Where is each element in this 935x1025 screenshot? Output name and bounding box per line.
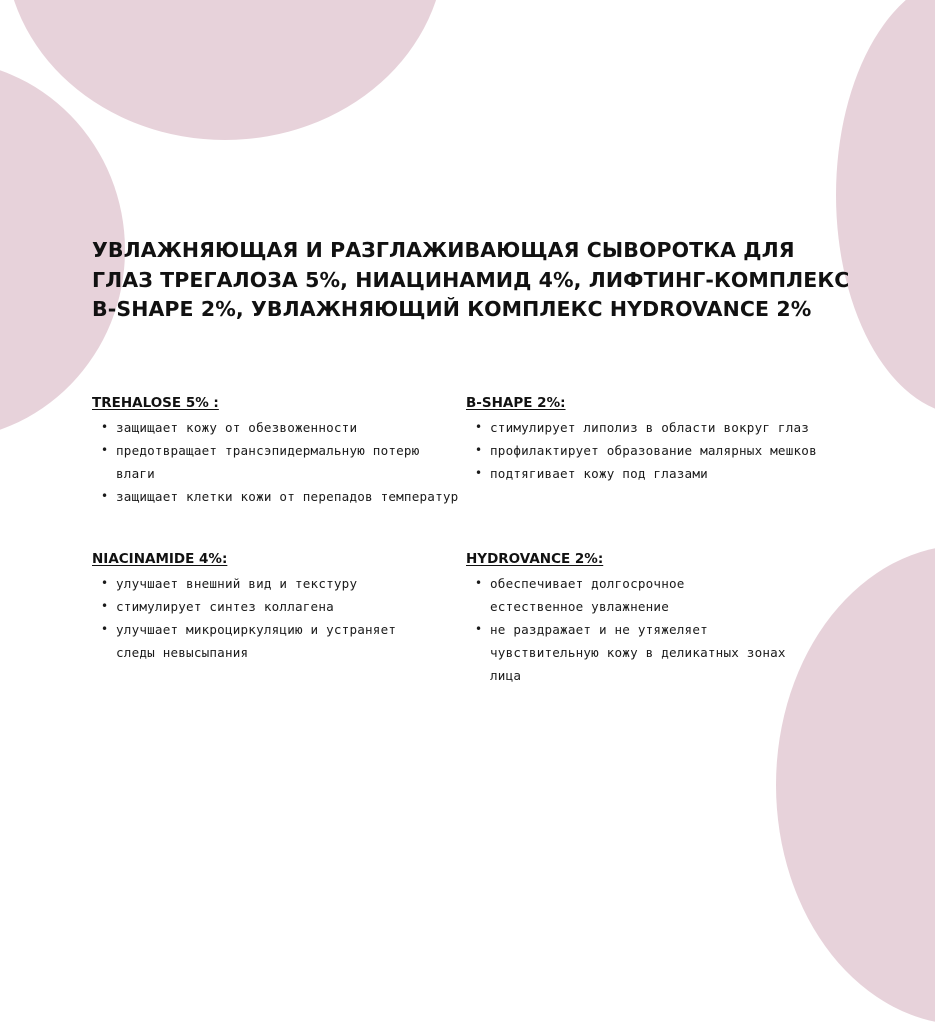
list-item-text: предотвращает трансэпидермальную потерю влаги [116,443,420,481]
section-heading-bshape: B-SHAPE 2%: [466,395,566,411]
list-item [92,618,426,664]
section-heading-trehalose: TREHALOSE 5% : [92,395,219,411]
list-item-text: улучшает микроциркуляцию и устраняет следы невысыпания [116,622,397,660]
list-item [92,416,456,439]
list-item [466,416,810,439]
list-item-text: стимулирует синтез коллагена [116,599,334,614]
section-hydrovance [466,550,806,687]
list-item-text: обеспечивает долгосрочное естественное увлажнение [490,576,685,614]
list-item [92,595,461,618]
bullet-icon: • [101,443,109,457]
bullet-icon: • [475,466,483,480]
list-item-text: подтягивает кожу под глазами [490,466,708,481]
section-bshape [466,394,836,485]
list-item [92,572,461,595]
section-niacinamide [92,550,442,664]
list-item [466,618,815,687]
list-item [466,462,855,485]
bullet-icon: • [475,576,483,590]
list-item-text: не раздражает и не утяжеляет чувствительную кожу в деликатных зонах лица [490,622,786,683]
benefit-list-hydrovance [466,572,806,687]
section-trehalose [92,394,459,508]
bullet-icon: • [101,599,109,613]
section-heading-hydrovance: HYDROVANCE 2%: [466,551,604,567]
list-item-text: профилактирует образование малярных мешков [490,443,817,458]
decorative-blob-right [836,0,935,415]
benefit-list-trehalose [92,416,459,508]
bullet-icon: • [475,420,483,434]
bullet-icon: • [101,420,109,434]
bullet-icon: • [101,489,109,503]
list-item [466,572,760,618]
bullet-icon: • [101,622,109,636]
bullet-icon: • [475,443,483,457]
list-item [92,439,436,485]
benefit-list-niacinamide [92,572,442,664]
page-title: УВЛАЖНЯЮЩАЯ И РАЗГЛАЖИВАЮЩАЯ СЫВОРОТКА ДЛЯ ГЛАЗ ТРЕГАЛОЗА 5%, НИАЦИНАМИД 4%, ЛИФТИНГ-КОМПЛЕКС B-SHAPE 2%, УВЛАЖНЯЮЩИЙ КОМПЛЕКС HYDROVANCE 2% [92,238,850,322]
list-item [92,485,461,508]
list-item-text: защищает клетки кожи от перепадов температур [116,489,459,504]
list-item-text: стимулирует липолиз в области вокруг глаз [490,420,810,435]
benefit-list-bshape [466,416,836,485]
list-item-text: улучшает внешний вид и текстуру [116,576,358,591]
bullet-icon: • [475,622,483,636]
section-heading-niacinamide: NIACINAMIDE 4%: [92,551,228,567]
list-item-text: защищает кожу от обезвоженности [116,420,358,435]
list-item [466,439,855,462]
bullet-icon: • [101,576,109,590]
